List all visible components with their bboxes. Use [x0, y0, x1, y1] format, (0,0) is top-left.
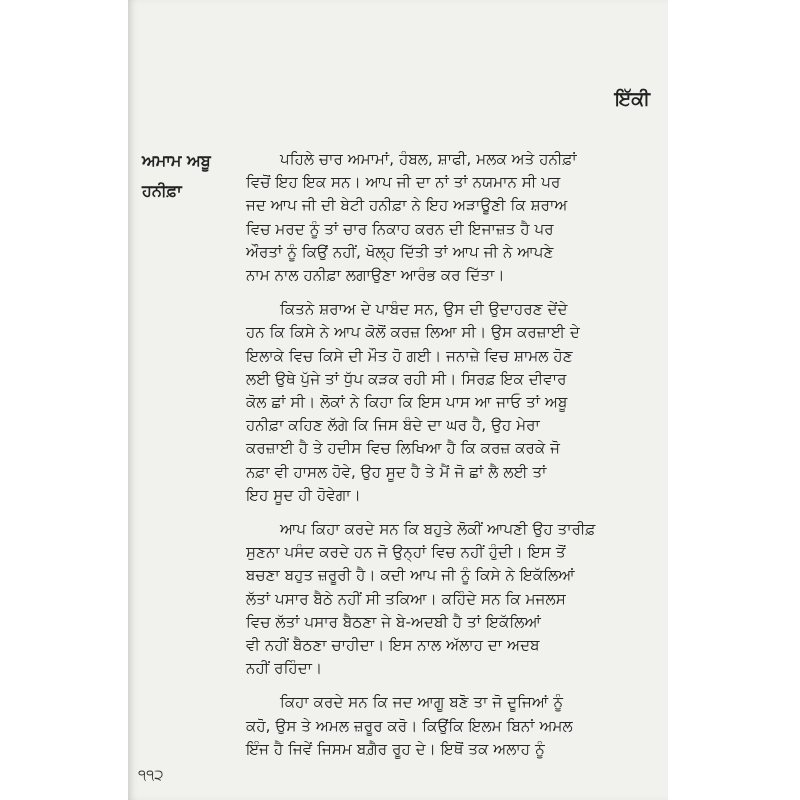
text-line: ਆਪ ਕਿਹਾ ਕਰਦੇ ਸਨ ਕਿ ਬਹੁਤੇ ਲੋਕੀਂ ਆਪਣੀ ਉਹ ਤਾਰੀਫ਼: [280, 520, 596, 539]
text-line: ਇੰਜ ਹੈ ਜਿਵੇਂ ਜਿਸਮ ਬਗ਼ੈਰ ਰੂਹ ਦੇ। ਇਥੋਂ ਤਕ ਅਲਾਹ ਨੂੰ: [246, 739, 545, 758]
text-line: ਕਰਜ਼ਾਈ ਹੈ ਤੇ ਹਦੀਸ ਵਿਚ ਲਿਖਿਆ ਹੈ ਕਿ ਕਰਜ਼ ਕਰਕੇ ਜੋ: [246, 439, 561, 458]
text-line: ਔਰਤਾਂ ਨੂੰ ਕਿਉਂ ਨਹੀਂ, ਖੋਲ੍ਹ ਦਿੱਤੀ ਤਾਂ ਆਪ ਜੀ ਨੇ ਆਪਣੇ: [246, 242, 554, 261]
text-line: ਕੋਲ ਛਾਂ ਸੀ। ਲੋਕਾਂ ਨੇ ਕਿਹਾ ਕਿ ਇਸ ਪਾਸ ਆ ਜਾਓ ਤਾਂ ਅਬੂ: [246, 393, 568, 412]
text-line: ਨਹੀਂ ਰਹਿੰਦਾ।: [246, 659, 323, 678]
text-line: ਨਾਮ ਨਾਲ ਹਨੀਫ਼ਾ ਲਗਾਉਣਾ ਆਰੰਭ ਕਰ ਦਿੱਤਾ।: [246, 266, 505, 285]
paragraph: [246, 298, 654, 507]
margin-title-line: ਹਨੀਫ਼ਾ: [142, 181, 182, 200]
page-number: ੧੧੨: [138, 766, 164, 784]
paragraph: [246, 691, 654, 761]
text-line: ਜਦ ਆਪ ਜੀ ਦੀ ਬੇਟੀ ਹਨੀਫ਼ਾ ਨੇ ਇਹ ਅੜਾਊਣੀ ਕਿ ਸ਼ਰਾਅ: [246, 196, 568, 215]
text-line: ਲਈ ਉਥੇ ਪੁੱਜੇ ਤਾਂ ਧੁੱਪ ਕੜਕ ਰਹੀ ਸੀ। ਸਿਰਫ਼ ਇਕ ਦੀਵਾਰ: [246, 369, 567, 388]
text-line: ਵਿਚੋਂ ਇਹ ਇਕ ਸਨ। ਆਪ ਜੀ ਦਾ ਨਾਂ ਤਾਂ ਨਯਮਾਨ ਸੀ ਪਰ: [246, 173, 561, 192]
text-line: ਕਿਹਾ ਕਰਦੇ ਸਨ ਕਿ ਜਦ ਆਗੂ ਬਣੋ ਤਾ ਜੋ ਦੂਜਿਆਂ ਨੂੰ: [280, 693, 564, 712]
chapter-heading: ਇੱਕੀ: [614, 88, 650, 110]
margin-title: [142, 146, 211, 206]
text-line: ਇਲਾਕੇ ਵਿਚ ਕਿਸੇ ਦੀ ਮੌਤ ਹੋ ਗਈ। ਜਨਾਜ਼ੇ ਵਿਚ ਸ਼ਾਮਲ ਹੋਣ: [246, 346, 573, 365]
text-line: ਪਹਿਲੇ ਚਾਰ ਅਮਾਮਾਂ, ਹੰਬਲ, ਸ਼ਾਫੀ, ਮਲਕ ਅਤੇ ਹਨੀਫ਼ਾਂ: [280, 150, 577, 168]
text-line: ਕਿਤਨੇ ਸ਼ਰਾਅ ਦੇ ਪਾਬੰਦ ਸਨ, ਉਸ ਦੀ ਉਦਾਹਰਣ ਦੇਂਦੇ: [280, 300, 568, 319]
text-line: ਨਫ਼ਾ ਵੀ ਹਾਸਲ ਹੋਵੇ, ਉਹ ਸੂਦ ਹੈ ਤੇ ਮੈਂ ਜੋ ਛਾਂ ਲੈ ਲਈ ਤਾਂ: [246, 462, 547, 481]
text-line: ਵੀ ਨਹੀਂ ਬੈਠਣਾ ਚਾਹੀਦਾ। ਇਸ ਨਾਲ ਅੱਲਾਹ ਦਾ ਅਦਬ: [246, 636, 540, 655]
book-page: [128, 0, 668, 800]
text-line: ਹਨ ਕਿ ਕਿਸੇ ਨੇ ਆਪ ਕੋਲੋਂ ਕਰਜ਼ ਲਿਆ ਸੀ। ਉਸ ਕਰਜ਼ਾਈ ਦੇ: [246, 323, 580, 342]
text-line: ਲੱਤਾਂ ਪਸਾਰ ਬੈਠੇ ਨਹੀਂ ਸੀ ਤਕਿਆ। ਕਹਿੰਦੇ ਸਨ ਕਿ ਮਜਲਸ: [246, 589, 566, 608]
margin-title-line: ਅਮਾਮ ਅਬੂ: [142, 151, 211, 170]
paragraph: [246, 518, 654, 680]
text-line: ਹਨੀਫ਼ਾ ਕਹਿਣ ਲੱਗੇ ਕਿ ਜਿਸ ਬੰਦੇ ਦਾ ਘਰ ਹੈ, ਉਹ ਮੇਰਾ: [246, 416, 540, 435]
text-line: ਸੁਣਨਾ ਪਸੰਦ ਕਰਦੇ ਹਨ ਜੋ ਉਨ੍ਹਾਂ ਵਿਚ ਨਹੀਂ ਹੁੰਦੀ। ਇਸ ਤੋਂ: [246, 543, 566, 562]
text-line: ਇਹ ਸੂਦ ਹੀ ਹੋਵੇਗਾ।: [246, 485, 361, 504]
page-content: [128, 0, 668, 800]
paragraph: [246, 148, 654, 287]
text-line: ਵਿਚ ਮਰਦ ਨੂੰ ਤਾਂ ਚਾਰ ਨਿਕਾਹ ਕਰਨ ਦੀ ਇਜਾਜ਼ਤ ਹੈ ਪਰ: [246, 219, 554, 238]
text-line: ਬਚਣਾ ਬਹੁਤ ਜ਼ਰੂਰੀ ਹੈ। ਕਦੀ ਆਪ ਜੀ ਨੂੰ ਕਿਸੇ ਨੇ ਇਕੱਲਿਆਂ: [246, 566, 575, 585]
body-text: [246, 148, 654, 761]
text-line: ਵਿਚ ਲੱਤਾਂ ਪਸਾਰ ਬੈਠਣਾ ਜੇ ਬੇ-ਅਦਬੀ ਹੈ ਤਾਂ ਇਕੱਲਿਆਂ: [246, 612, 541, 631]
text-line: ਕਹੋ, ਉਸ ਤੇ ਅਮਲ ਜ਼ਰੂਰ ਕਰੋ। ਕਿਉਂਕਿ ਇਲਮ ਬਿਨਾਂ ਅਮਲ: [246, 716, 573, 735]
